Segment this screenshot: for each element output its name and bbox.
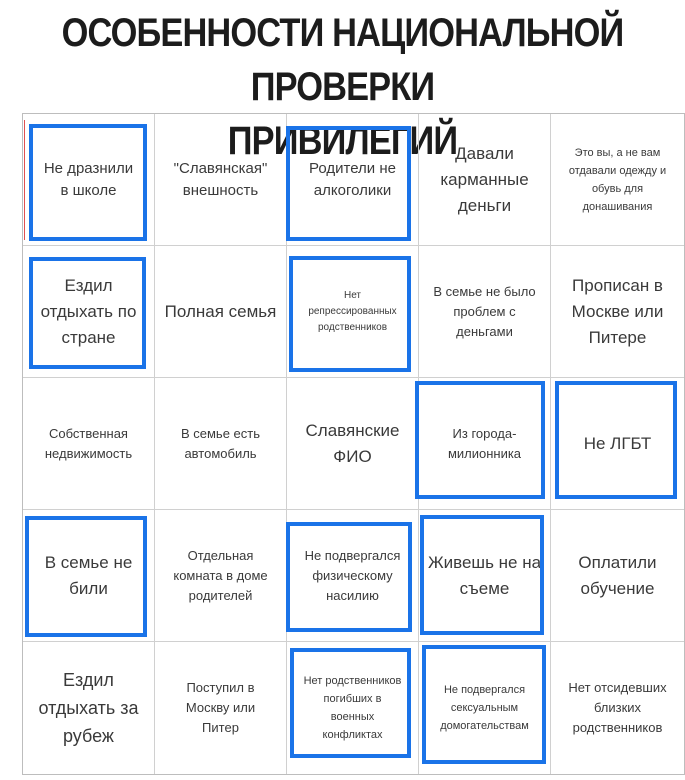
- bingo-cell-not-lgbt: Не ЛГБТ: [551, 378, 684, 510]
- bingo-cell-entered-moscow-spb: Поступил в Москву или Питер: [155, 642, 287, 774]
- bingo-cell-own-room: Отдельная комната в доме родителей: [155, 510, 287, 642]
- bingo-cell-full-family: Полная семья: [155, 246, 287, 378]
- bingo-cell-not-renting: Живешь не на съеме: [419, 510, 551, 642]
- bingo-cell-no-repressed-relatives: Нет репрессированных родственников: [287, 246, 419, 378]
- bingo-cell-domestic-travel: Ездил отдыхать по стране: [23, 246, 155, 378]
- red-edge-mark: [24, 120, 25, 240]
- bingo-cell-registered-moscow-spb: Прописан в Москве или Питере: [551, 246, 684, 378]
- bingo-cell-paid-education: Оплатили обучение: [551, 510, 684, 642]
- bingo-cell-family-car: В семье есть автомобиль: [155, 378, 287, 510]
- bingo-cell-travel-abroad: Ездил отдыхать за рубеж: [23, 642, 155, 774]
- bingo-cell-no-bullying: Не дразнили в школе: [23, 114, 155, 246]
- privilege-bingo-grid: [22, 113, 685, 775]
- bingo-cell-slavic-name: Славянские ФИО: [287, 378, 419, 510]
- title-line-2: ПРИВИЛЕГИЙ: [227, 119, 458, 163]
- bingo-cell-no-physical-violence: Не подвергался физическому насилию: [287, 510, 419, 642]
- bingo-cell-no-money-problems: В семье не было проблем с деньгами: [419, 246, 551, 378]
- bingo-cell-own-property: Собственная недвижимость: [23, 378, 155, 510]
- bingo-cell-no-war-deaths: Нет родственников погибших в военных конфликтах: [287, 642, 419, 774]
- bingo-cell-no-jailed-relatives: Нет отсидевших близких родственников: [568, 680, 667, 735]
- bingo-cell-hand-me-downs: Это вы, а не вам отдавали одежду и обувь для донашивания: [551, 114, 684, 246]
- bingo-cell-million-city: Из города- милионника: [419, 378, 551, 510]
- title-line-1: ОСОБЕННОСТИ НАЦИОНАЛЬНОЙ ПРОВЕРКИ: [61, 11, 624, 109]
- bingo-cell-parents-not-alcoholics: Родители не алкоголики: [287, 114, 419, 246]
- bingo-cell-no-sexual-harassment: Не подвергался сексуальным домогательствам: [419, 642, 551, 774]
- bingo-cell-slavic-appearance: "Славянская" внешность: [155, 114, 287, 246]
- bingo-cell-pocket-money: Давали карманные деньги: [419, 114, 551, 246]
- bingo-cell-not-beaten: В семье не били: [23, 510, 155, 642]
